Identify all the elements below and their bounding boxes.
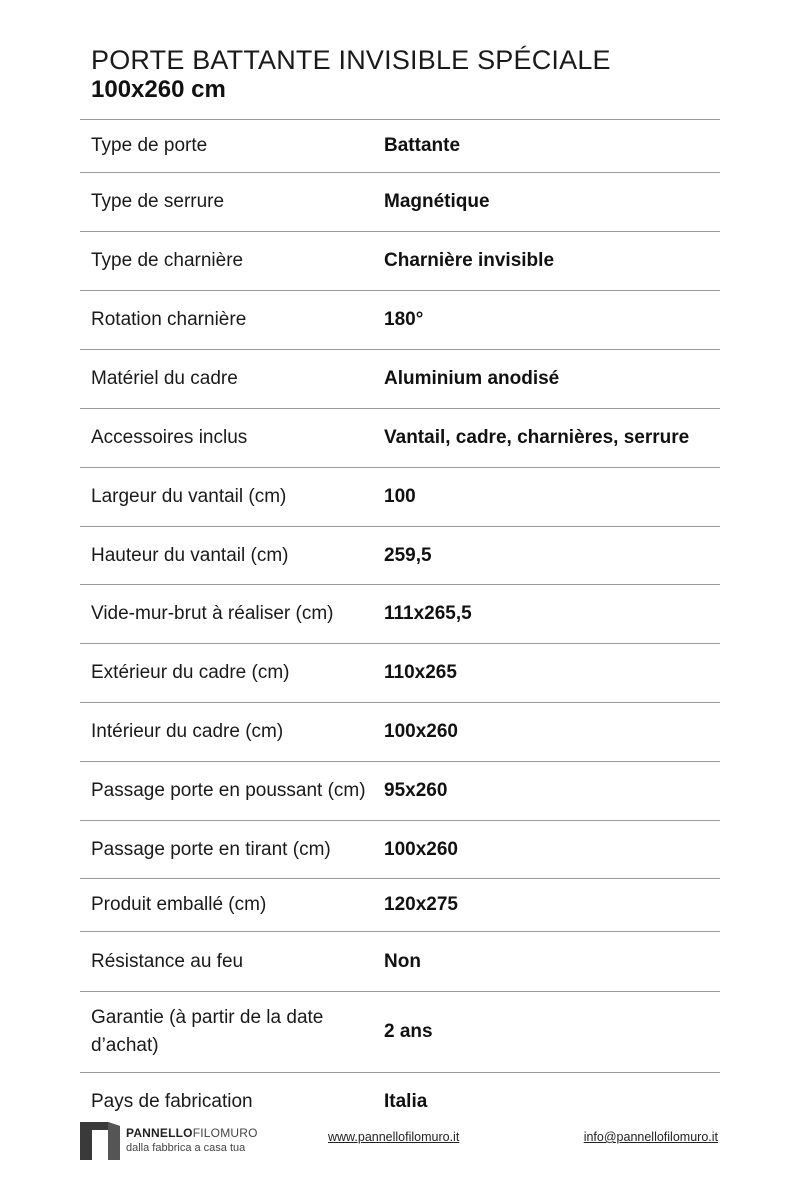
spec-row-frame-exterior [80,644,720,703]
spec-row-hinge-type [80,232,720,291]
brand-name [126,1125,258,1141]
spec-row-fire-resistance [80,932,720,992]
spec-label: Rotation charnière [91,309,247,330]
spec-label: Type de porte [91,135,208,156]
spec-row-wall-opening [80,585,720,644]
spec-label: Type de serrure [91,191,225,212]
spec-label: Matériel du cadre [91,368,238,389]
spec-label: Extérieur du cadre (cm) [91,662,290,683]
spec-row-door-type [80,120,720,173]
page-title: PORTE BATTANTE INVISIBLE SPÉCIALE [91,45,611,75]
spec-value: 180° [384,309,424,330]
spec-value: 111x265,5 [384,603,472,624]
brand-logo [80,1120,258,1160]
brand-name-light: FILOMURO [192,1126,258,1140]
spec-row-push-passage [80,762,720,821]
spec-row-warranty [80,992,720,1073]
spec-value: Battante [384,135,461,156]
spec-value: 259,5 [384,544,432,566]
spec-table [80,119,720,1131]
spec-value: Vantail, cadre, charnières, serrure [384,427,690,448]
spec-value: 120x275 [384,894,458,915]
spec-row-frame-material [80,350,720,409]
spec-row-lock-type [80,173,720,232]
spec-value: 110x265 [384,662,457,683]
brand-name-bold: PANNELLO [126,1126,193,1140]
spec-label: Hauteur du vantail (cm) [91,544,289,566]
spec-value: 2 ans [384,1021,433,1042]
email-link[interactable]: info@pannellofilomuro.it [583,1130,718,1144]
document-header [91,44,731,104]
spec-value: Aluminium anodisé [384,368,560,389]
brand-tagline: dalla fabbrica a casa tua [126,1142,246,1154]
spec-label: Type de charnière [91,250,244,271]
spec-label: Pays de fabrication [91,1091,253,1112]
spec-label: Passage porte en tirant (cm) [91,838,331,860]
website-link[interactable]: www.pannellofilomuro.it [328,1130,460,1144]
spec-row-frame-interior [80,703,720,762]
spec-row-pull-passage [80,821,720,879]
spec-label: Résistance au feu [91,950,244,972]
spec-value: Non [384,950,421,972]
spec-label: Produit emballé (cm) [91,894,267,915]
spec-label: Intérieur du cadre (cm) [91,721,284,742]
spec-row-leaf-height [80,527,720,585]
door-logo-icon [80,1120,120,1160]
spec-value: Italia [384,1091,428,1112]
spec-row-leaf-width [80,468,720,527]
spec-label: Passage porte en poussant (cm) [91,780,366,801]
spec-label: Accessoires inclus [91,427,248,448]
page-subtitle: 100x260 cm [91,76,226,103]
spec-label: Vide-mur-brut à réaliser (cm) [91,603,334,624]
spec-value: 95x260 [384,780,448,801]
page-footer [80,1118,720,1166]
spec-row-packed-product [80,879,720,932]
spec-value: 100x260 [384,721,458,742]
spec-value: 100x260 [384,838,458,860]
spec-value: 100 [384,486,416,507]
spec-row-hinge-rotation [80,291,720,350]
spec-value: Charnière invisible [384,250,555,271]
spec-label: Largeur du vantail (cm) [91,486,287,507]
spec-label: Garantie (à partir de la date d’achat) [91,1007,324,1056]
spec-row-accessories [80,409,720,468]
spec-value: Magnétique [384,191,490,212]
brand-text [126,1125,258,1155]
